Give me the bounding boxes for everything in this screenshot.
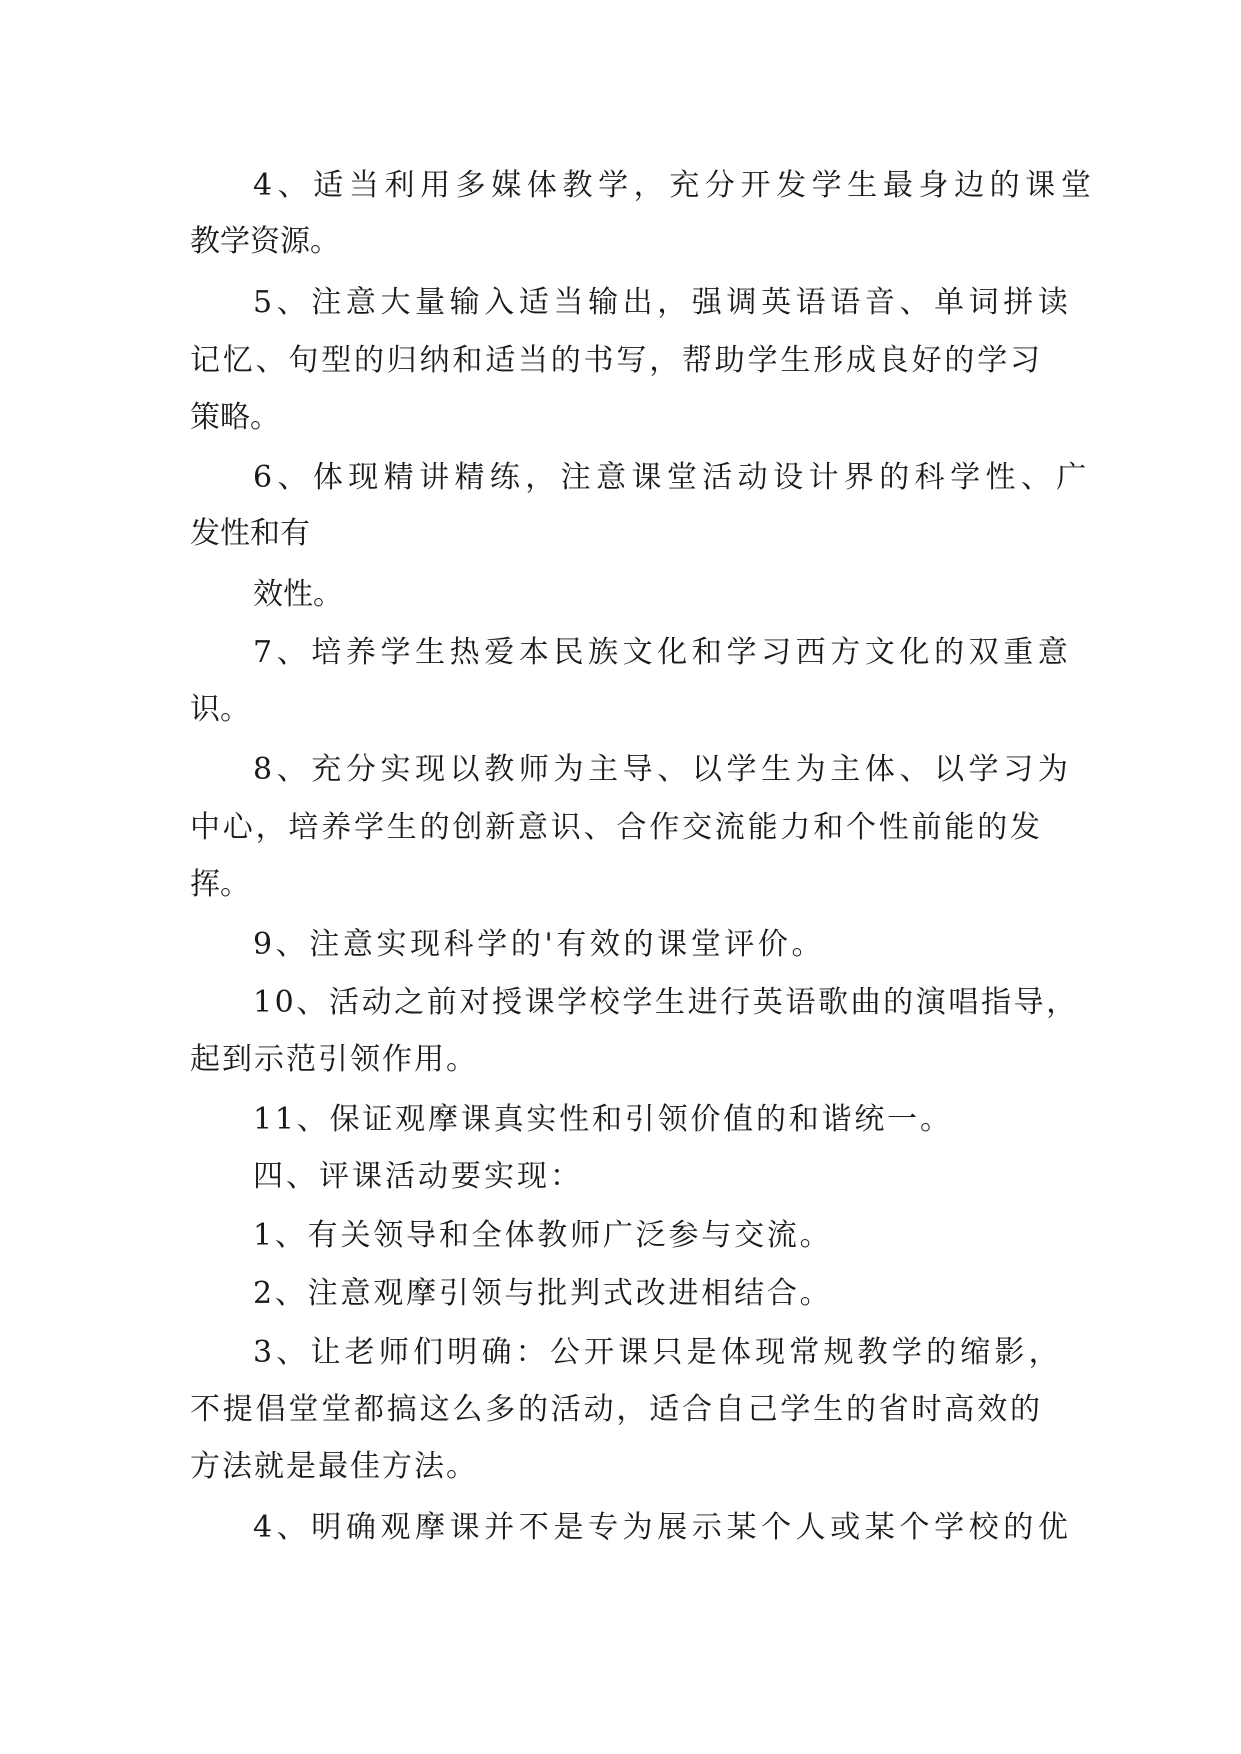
- item-7-line-1: 7、培养学生热爱本民族文化和学习西方文化的双重意: [253, 635, 1073, 670]
- item-7-line-2: 识。: [190, 692, 250, 727]
- item-4-line-2: 教学资源。: [190, 224, 340, 259]
- item-8-line-3: 挥。: [190, 867, 250, 902]
- section-4-heading: 四、评课活动要实现：: [253, 1159, 583, 1194]
- item-6-line-2: 发性和有: [190, 516, 310, 551]
- item-8-line-1: 8、充分实现以教师为主导、以学生为主体、以学习为: [253, 752, 1073, 787]
- item-8-line-2: 中心，培养学生的创新意识、合作交流能力和个性前能的发: [190, 810, 1043, 845]
- section-4-item-1: 1、有关领导和全体教师广泛参与交流。: [253, 1218, 833, 1253]
- item-10-line-1: 10、活动之前对授课学校学生进行英语歌曲的演唱指导，: [253, 985, 1079, 1020]
- item-5-line-3: 策略。: [190, 400, 280, 435]
- item-6-line-3: 效性。: [253, 577, 343, 612]
- section-4-item-3-line-1: 3、让老师们明确：公开课只是体现常规教学的缩影，: [253, 1335, 1063, 1370]
- section-4-item-3-line-3: 方法就是最佳方法。: [190, 1449, 478, 1484]
- item-5-line-2: 记忆、句型的归纳和适当的书写，帮助学生形成良好的学习: [190, 343, 1043, 378]
- item-6-line-1: 6、体现精讲精练，注意课堂活动设计界的科学性、广: [253, 460, 1092, 495]
- item-10-line-2: 起到示范引领作用。: [190, 1042, 478, 1077]
- item-5-line-1: 5、注意大量输入适当输出，强调英语语音、单词拼读: [253, 285, 1073, 320]
- section-4-item-3-line-2: 不提倡堂堂都搞这么多的活动，适合自己学生的省时高效的: [190, 1392, 1043, 1427]
- item-9-line-1: 9、注意实现科学的'有效的课堂评价。: [253, 927, 826, 962]
- section-4-item-2: 2、注意观摩引领与批判式改进相结合。: [253, 1276, 833, 1311]
- section-4-item-4-line-1: 4、明确观摩课并不是专为展示某个人或某个学校的优: [253, 1510, 1073, 1545]
- item-11-line-1: 11、保证观摩课真实性和引领价值的和谐统一。: [253, 1102, 953, 1137]
- item-4-line-1: 4、适当利用多媒体教学，充分开发学生最身边的课堂: [253, 168, 1097, 203]
